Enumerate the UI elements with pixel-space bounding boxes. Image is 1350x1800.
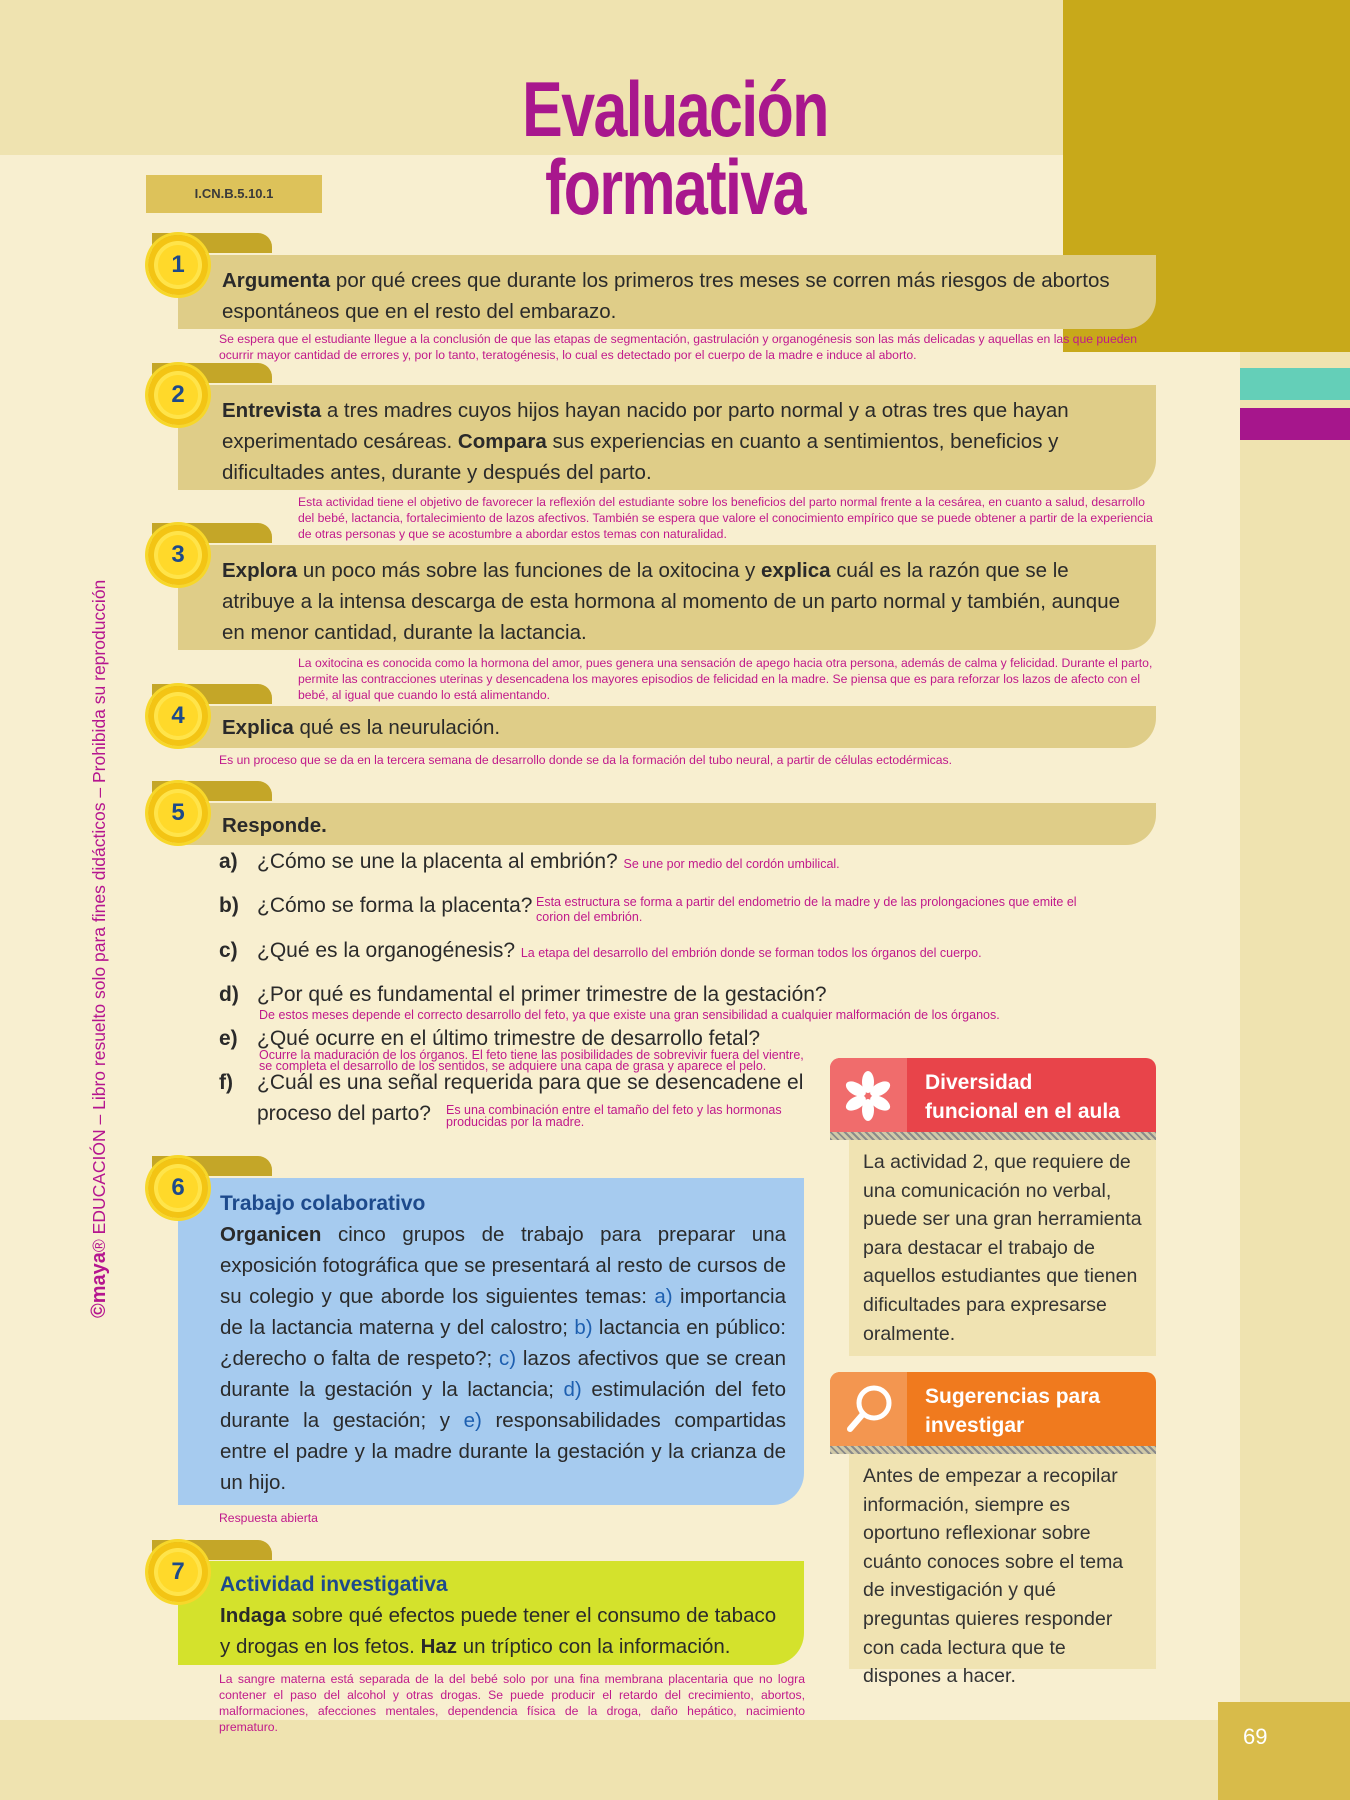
- question-letter: f): [219, 1071, 233, 1094]
- question-text: ¿Qué ocurre en el último trimestre de desarrollo fetal?: [257, 1027, 761, 1050]
- question-text: proceso del parto?: [257, 1102, 431, 1125]
- number-badge: [148, 525, 208, 585]
- activity-verb: Indaga: [220, 1604, 287, 1627]
- magnifier-icon: [830, 1372, 907, 1448]
- activity-text: sobre qué efectos puede tener el consumo de tabaco y drogas en los fetos.: [220, 1604, 777, 1658]
- number-label: 6: [158, 1168, 198, 1208]
- magenta-marker: [1240, 408, 1350, 440]
- question-a: [219, 850, 840, 874]
- teal-marker: [1240, 368, 1350, 400]
- answer-text: Es un proceso que se da en la tercera semana de desarrollo donde se da la formación del tubo neural, a partir de células ectodérmicas.: [219, 753, 953, 767]
- number-label: 3: [158, 535, 198, 575]
- activity-4: [178, 706, 1156, 748]
- page-title: Evaluación formativa: [522, 65, 828, 231]
- question-answer: De estos meses depende el correcto desarrollo del feto, ya que existe una gran sensibilidad a cualquier malformación de los órganos.: [259, 1008, 1000, 1022]
- activity-1: [178, 255, 1156, 329]
- activity-text: a tres madres cuyos hijos hayan nacido por parto normal y a otras tres que hayan experimentado cesáreas.: [222, 399, 1069, 453]
- activity-3: [178, 545, 1156, 650]
- question-text: ¿Qué es la organogénesis?: [257, 939, 515, 962]
- item-text: estimulación del feto durante la gestación; y: [220, 1378, 786, 1432]
- activity-verb: Compara: [457, 430, 547, 453]
- number-label: 5: [158, 793, 198, 833]
- copyright-notice: [88, 580, 111, 1318]
- question-answer: Es una combinación entre el tamaño del feto y las hormonas producidas por la madre.: [446, 1103, 782, 1129]
- number-badge: [148, 686, 208, 746]
- hatch-divider: [830, 1132, 1156, 1140]
- research-title: [925, 1382, 1100, 1440]
- question-c: [219, 939, 982, 963]
- item-text: lactancia en público: ¿derecho o falta de respeto?;: [220, 1316, 786, 1370]
- hatch-divider: [830, 1446, 1156, 1454]
- item-letter: d): [563, 1378, 582, 1401]
- question-answer: Esta estructura se forma a partir del endometrio de la madre y de las prolongaciones que emite el corion del embrión.: [536, 895, 1077, 924]
- activity-verb: Organicen: [220, 1223, 322, 1246]
- activity-text: sus experiencias en cuanto a sentimientos, beneficios y dificultades antes, durante y después del parto.: [222, 430, 1059, 484]
- activity-verb: Explora: [222, 559, 298, 582]
- question-answer: Se une por medio del cordón umbilical.: [623, 857, 840, 871]
- question-b: [219, 894, 532, 918]
- title-line: Sugerencias para: [925, 1385, 1101, 1408]
- activity-verb: explica: [761, 559, 831, 582]
- question-f: [219, 1071, 803, 1095]
- number-label: 2: [158, 375, 198, 415]
- question-letter: e): [219, 1027, 238, 1050]
- activity-text: un tríptico con la información.: [457, 1635, 731, 1658]
- answer-text: Respuesta abierta: [219, 1511, 318, 1525]
- diversity-title: [925, 1068, 1120, 1126]
- number-badge: [148, 783, 208, 843]
- number-badge: [148, 235, 208, 295]
- right-margin: [1240, 352, 1350, 1702]
- activity-verb: Explica: [222, 716, 294, 739]
- question-answer: Ocurre la maduración de los órganos. El feto tiene las posibilidades de sobrevivir fuera del vientre, se completa el desarrollo de los sentidos, se adquiere una capa de grasa y aparece el pelo.: [259, 1048, 804, 1073]
- activity-verb: Haz: [420, 1635, 458, 1658]
- item-letter: a): [654, 1285, 673, 1308]
- question-letter: a): [219, 850, 238, 873]
- activity-verb: Argumenta: [222, 269, 331, 292]
- activity-2: [178, 385, 1156, 490]
- activity-text: cuál es la razón que se le atribuye a la intensa descarga de esta hormona al momento de un parto normal y también, aunque en menor cantidad, durante la lactancia.: [222, 559, 1120, 644]
- answer-text: La oxitocina es conocida como la hormona del amor, pues genera una sensación de apego hacia otra persona, además de calma y felicidad. Durante el parto, permite las contracciones uterinas y desencadena los mayores episodios de felicidad en la madre. Se piensa que es para reforzar los lazos de afecto con el bebé, al igual que cuando lo está alimentando.: [298, 656, 1153, 702]
- question-letter: c): [219, 939, 238, 962]
- number-badge: [148, 365, 208, 425]
- activity-5: [178, 803, 1156, 845]
- research-body: Antes de empezar a recopilar información, siempre es oportuno reflexionar sobre cuánto conoces sobre el tema de investigación y qué preguntas quieres responder con cada lectura que te dispones a hacer.: [849, 1454, 1156, 1669]
- title-line: investigar: [925, 1414, 1025, 1437]
- question-text: ¿Cómo se forma la placenta?: [257, 894, 533, 917]
- page-number: 69: [1218, 1702, 1350, 1800]
- activity-7: [178, 1561, 804, 1665]
- question-d: [219, 983, 827, 1007]
- activity-text: por qué crees que durante los primeros tres meses se corren más riesgos de abortos espontáneos que en el resto del embarazo.: [222, 269, 1110, 323]
- question-text: ¿Cómo se une la placenta al embrión?: [257, 850, 618, 873]
- question-answer: La etapa del desarrollo del embrión donde se forman todos los órganos del cuerpo.: [520, 946, 982, 960]
- answer-text: La sangre materna está separada de la del bebé solo por una fina membrana placentaria que no logra contener el paso del alcohol y otras drogas. Se puede producir el retardo del crecimiento, abortos, malformaciones, afecciones mentales, dependencia física de la droga, daño hepático, nacimiento prematuro.: [219, 1672, 805, 1734]
- title-line: funcional en el aula: [925, 1100, 1120, 1123]
- brand-logo: ©maya: [88, 1252, 110, 1318]
- number-badge: [148, 1158, 208, 1218]
- asterisk-flower-icon: [830, 1058, 907, 1134]
- box-heading: Actividad investigativa: [220, 1573, 448, 1596]
- item-text: responsabilidades compartidas entre el padre y la madre durante la gestación y la crianza de un hijo.: [220, 1409, 786, 1494]
- item-text: lazos afectivos que se crean durante la gestación y la lactancia;: [220, 1347, 786, 1401]
- question-text: ¿Por qué es fundamental el primer trimestre de la gestación?: [257, 983, 827, 1006]
- question-letter: b): [219, 894, 239, 917]
- number-label: 4: [158, 696, 198, 736]
- item-letter: e): [463, 1409, 482, 1432]
- box-heading: Trabajo colaborativo: [220, 1192, 426, 1215]
- item-text: importancia de la lactancia materna y del calostro;: [220, 1285, 786, 1339]
- activity-verb: Responde.: [222, 814, 327, 837]
- research-header: [830, 1372, 1156, 1448]
- copyright-text: ® EDUCACIÓN – Libro resuelto solo para fines didácticos – Prohibida su reproducción: [89, 579, 109, 1253]
- answer-text: Esta actividad tiene el objetivo de favorecer la reflexión del estudiante sobre los beneficios del parto normal frente a la cesárea, en cuanto a salud, desarrollo del bebé, lactancia, fortalecimiento de lazos afectivos. También se espera que valore el conocimiento empírico que se puede obtener a partir de la experiencia de otras personas y que se acostumbre a abordar estos temas con naturalidad.: [298, 495, 1153, 541]
- activity-text: un poco más sobre las funciones de la oxitocina y: [297, 559, 761, 582]
- diversity-header: [830, 1058, 1156, 1134]
- activity-6: [178, 1178, 804, 1505]
- question-letter: d): [219, 983, 239, 1006]
- item-letter: c): [499, 1347, 517, 1370]
- number-label: 1: [158, 245, 198, 285]
- number-label: 7: [158, 1552, 198, 1592]
- number-badge: [148, 1542, 208, 1602]
- item-letter: b): [574, 1316, 593, 1339]
- title-line: Diversidad: [925, 1071, 1033, 1094]
- activity-text: qué es la neurulación.: [293, 716, 501, 739]
- curriculum-code: I.CN.B.5.10.1: [146, 175, 322, 213]
- question-f-line2: [257, 1102, 431, 1126]
- activity-text: cinco grupos de trabajo para preparar una exposición fotográfica que se presentará al resto de cursos de su colegio y que aborde los siguientes temas:: [220, 1223, 786, 1308]
- question-text: ¿Cuál es una señal requerida para que se desencadene el: [257, 1071, 804, 1094]
- activity-verb: Entrevista: [222, 399, 322, 422]
- diversity-body: La actividad 2, que requiere de una comunicación no verbal, puede ser una gran herramienta para destacar el trabajo de aquellos estudiantes que tienen dificultades para expresarse oralmente.: [849, 1140, 1156, 1356]
- answer-text: Se espera que el estudiante llegue a la conclusión de que las etapas de segmentación, gastrulación y organogénesis son las más delicadas y aquellas en las que pueden ocurrir mayor cantidad de errores y, por lo tanto, teratogénesis, lo cual es detectado por el cuerpo de la madre e induce al aborto.: [219, 332, 1138, 362]
